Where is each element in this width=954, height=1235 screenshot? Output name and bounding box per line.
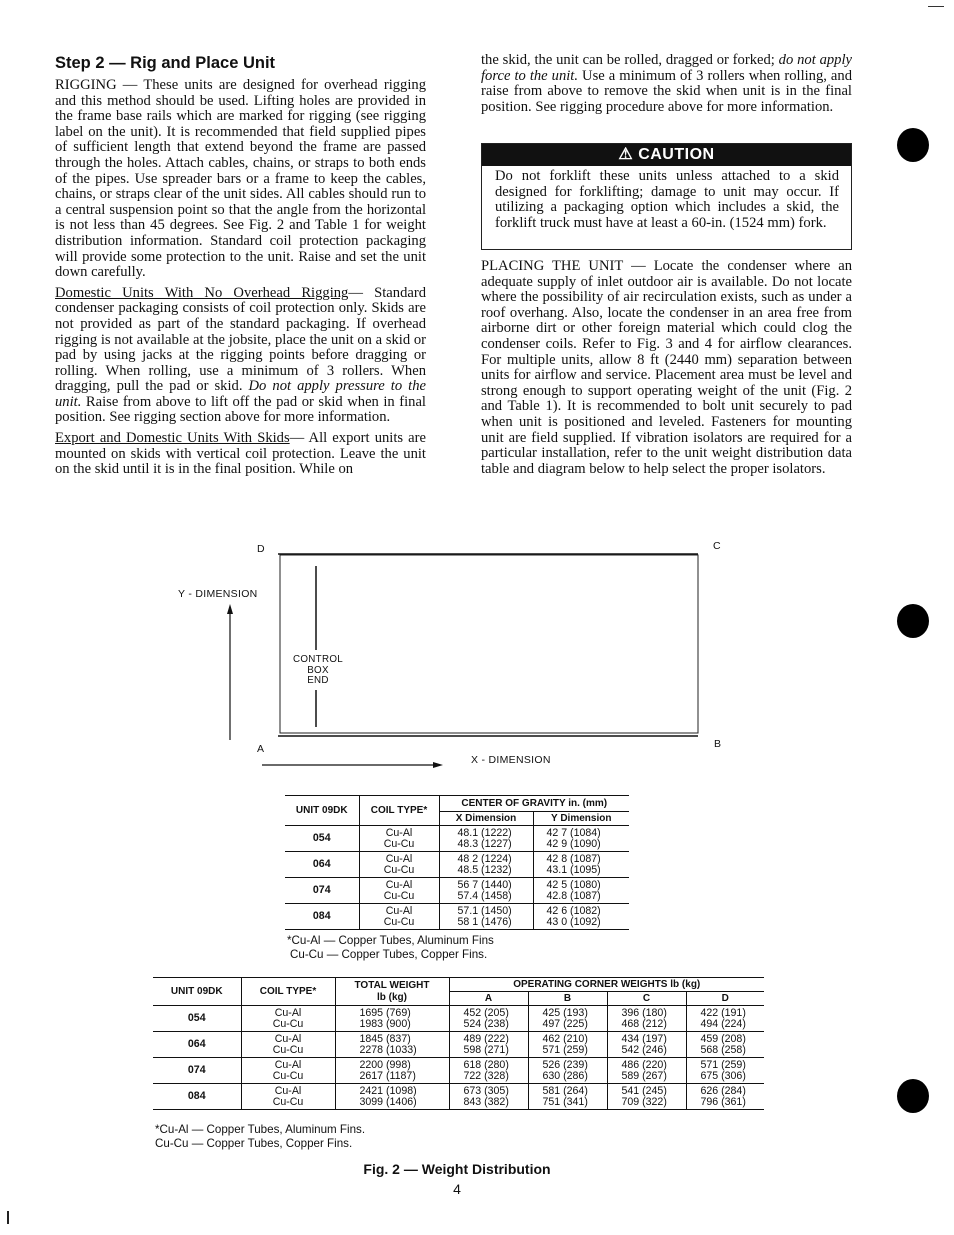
wt-a-cell: [449, 1058, 528, 1084]
cg-header-unit: UNIT 09DK: [285, 796, 359, 826]
margin-mark: [7, 1211, 9, 1224]
wt-d-cell: [686, 1058, 764, 1084]
corner-c-label: C: [713, 540, 721, 552]
wt-unit-cell: 074: [187, 1064, 206, 1077]
cg-y-cell: [533, 904, 629, 930]
cg-coil-value: Cu-Al: [385, 878, 413, 891]
wt-b-value: 630 (286): [542, 1069, 588, 1082]
cg-x-cell: [439, 826, 533, 852]
rigging-body: — These units are designed for overhead rigging and this method should be used. Lifting holes are provided in the frame base rails which are marked for rigging (see rigging label on the unit). It is recommended that field supplied pipes of sufficient length that extend beyond the frame are passed through the holes. Attach cables, chains, or straps to both ends of the pipes. Use spreader bars or a frame to keep the cables, chains, or straps clear of the unit sides. All cables should run to a central suspension point so that the angle from the horizontal is not less than 45 degrees. See Fig. 2 and Table 1 for weight distribution information. Standard coil protection packaging will provide some protection to the unit. Raise and set the unit down carefully.: [55, 77, 426, 281]
wt-b-cell: [528, 1032, 607, 1058]
export-body: — All export units are mounted on skids with vertical coil protection. Leave the unit on the skid until it is in the final position. While on: [55, 430, 426, 478]
wt-coil-value: Cu-Cu: [272, 1043, 304, 1056]
cg-coil-value: Cu-Cu: [383, 889, 415, 902]
wt-coil-value: Cu-Cu: [272, 1095, 304, 1108]
wt-coil-cell: [241, 1058, 335, 1084]
wt-c-value: 709 (322): [621, 1095, 667, 1108]
wt-c-value: 486 (220): [621, 1058, 667, 1071]
wt-unit-cell: 064: [187, 1038, 206, 1051]
control-box-line3: END: [307, 675, 329, 686]
wt-d-value: 675 (306): [700, 1069, 746, 1082]
cg-x-cell: [439, 852, 533, 878]
corner-b-label: B: [714, 738, 722, 750]
table-row: [153, 1032, 764, 1058]
cg-coil-value: Cu-Al: [385, 852, 413, 865]
wt-header-d: D: [686, 992, 764, 1006]
cg-footnote-line1: *Cu-Al — Copper Tubes, Aluminum Fins: [287, 934, 494, 947]
cg-x-value: 48 2 (1224): [457, 852, 512, 865]
wt-header-total: [335, 978, 449, 1006]
cg-x-value: 57.4 (1458): [457, 889, 512, 902]
cg-y-value: 42 7 (1084): [546, 826, 601, 839]
wt-d-value: 494 (224): [700, 1017, 746, 1030]
wt-c-value: 434 (197): [621, 1032, 667, 1045]
wt-header-total-line1: TOTAL WEIGHT: [354, 979, 430, 991]
control-box-line2: BOX: [307, 664, 329, 676]
wt-a-cell: [449, 1006, 528, 1032]
cg-y-value: 42 8 (1087): [546, 852, 601, 865]
domestic-lead: Domestic Units With No Overhead Rigging: [55, 284, 349, 301]
wt-total-value: 2200 (998): [359, 1058, 411, 1071]
cg-y-value: 42 5 (1080): [546, 878, 601, 891]
wt-a-value: 524 (238): [463, 1017, 509, 1030]
wt-unit-cell: 084: [187, 1090, 206, 1103]
wt-a-value: 843 (382): [463, 1095, 509, 1108]
wt-header-c: C: [607, 992, 686, 1006]
cg-x-cell: [439, 904, 533, 930]
cg-header-x: X Dimension: [439, 812, 533, 826]
wt-c-value: 589 (267): [621, 1069, 667, 1082]
table-row: [285, 852, 629, 878]
wt-d-value: 626 (284): [700, 1084, 746, 1097]
center-of-gravity-table: [285, 795, 629, 930]
cg-y-cell: [533, 878, 629, 904]
control-box-label: [292, 655, 344, 687]
wt-total-value: 2278 (1033): [359, 1043, 417, 1056]
wt-header-a: A: [449, 992, 528, 1006]
wt-c-value: 541 (245): [621, 1084, 667, 1097]
wt-total-value: 2421 (1098): [359, 1084, 417, 1097]
wt-c-value: 396 (180): [621, 1006, 667, 1019]
wt-b-value: 751 (341): [542, 1095, 588, 1108]
cg-y-value: 42 9 (1090): [546, 837, 601, 850]
wt-total-value: 3099 (1406): [359, 1095, 417, 1108]
table-row: [285, 826, 629, 852]
cg-unit-cell: 054: [312, 832, 331, 845]
wt-total-value: 1845 (837): [359, 1032, 411, 1045]
wt-coil-value: Cu-Al: [274, 1032, 302, 1045]
cg-x-value: 48.5 (1232): [457, 863, 512, 876]
wt-d-cell: [686, 1006, 764, 1032]
wt-a-cell: [449, 1084, 528, 1110]
caution-title: ⚠ CAUTION: [482, 144, 851, 166]
page-number: 4: [453, 1181, 461, 1197]
cg-coil-cell: [359, 852, 439, 878]
corner-weights-table: [153, 977, 764, 1110]
wt-d-value: 796 (361): [700, 1095, 746, 1108]
wt-b-value: 425 (193): [542, 1006, 588, 1019]
wt-b-value: 497 (225): [542, 1017, 588, 1030]
wt-d-value: 459 (208): [700, 1032, 746, 1045]
cg-y-value: 42.8 (1087): [546, 889, 601, 902]
weights-table-footnote: [155, 1123, 365, 1150]
cg-x-value: 48.1 (1222): [457, 826, 512, 839]
domestic-body: — Standard condenser packaging consists of coil protection only. Skids are not provided as part of the standard packaging. If overhead rigging is not available at the jobsite, place the unit on a skid or pad by using jacks at the rigging points before dragging or rolling. When rolling, use a minimum of 3 rollers. When dragging, pull the pad or skid.: [55, 284, 427, 395]
table-row: [285, 878, 629, 904]
cg-coil-value: Cu-Cu: [383, 915, 415, 928]
cg-y-value: 43 0 (1092): [546, 915, 601, 928]
export-lead: Export and Domestic Units With Skids: [55, 430, 290, 447]
cg-coil-value: Cu-Al: [385, 904, 413, 917]
wt-c-value: 468 (212): [621, 1017, 667, 1030]
wt-c-cell: [607, 1032, 686, 1058]
wt-b-value: 571 (259): [542, 1043, 588, 1056]
control-box-line1: CONTROL: [293, 654, 343, 665]
cg-y-cell: [533, 826, 629, 852]
wt-footnote-line2: Cu-Cu — Copper Tubes, Copper Fins.: [155, 1136, 353, 1150]
wt-total-value: 1695 (769): [359, 1006, 411, 1019]
table-row: [153, 1058, 764, 1084]
wt-d-value: 568 (258): [700, 1043, 746, 1056]
cg-coil-cell: [359, 904, 439, 930]
wt-d-cell: [686, 1084, 764, 1110]
wt-total-cell: [335, 1084, 449, 1110]
skid-body-end: Use a minimum of 3 rollers when rolling, and raise from above to remove the skid when unit is in the final position. See rigging procedure above for more information.: [481, 67, 853, 115]
cg-unit-cell: 074: [312, 884, 331, 897]
wt-coil-value: Cu-Al: [274, 1058, 302, 1071]
wt-header-b: B: [528, 992, 607, 1006]
x-dimension-label: X - DIMENSION: [471, 754, 551, 766]
cg-header-coil: COIL TYPE*: [359, 796, 439, 826]
wt-coil-value: Cu-Cu: [272, 1017, 304, 1030]
wt-coil-cell: [241, 1032, 335, 1058]
wt-d-cell: [686, 1032, 764, 1058]
skid-italic: do not apply force to the unit.: [481, 52, 852, 84]
caution-text: Do not forklift these units unless attached to a skid designed for forklifting; damage to unit may occur. If utilizing a packaging option which includes a skid, the forklift truck must have at least a 60-in. (1524 mm) fork.: [495, 168, 839, 231]
cg-x-value: 56 7 (1440): [457, 878, 512, 891]
cg-x-value: 48.3 (1227): [457, 837, 512, 850]
wt-d-value: 422 (191): [700, 1006, 746, 1019]
rigging-lead: RIGGING: [55, 77, 117, 93]
wt-b-value: 581 (264): [542, 1084, 588, 1097]
cg-x-value: 57.1 (1450): [457, 904, 512, 917]
wt-total-value: 2617 (1187): [359, 1069, 416, 1082]
wt-a-value: 618 (280): [463, 1058, 509, 1071]
wt-a-value: 452 (205): [463, 1006, 509, 1019]
figure-caption: Fig. 2 — Weight Distribution: [363, 1161, 551, 1177]
wt-c-cell: [607, 1084, 686, 1110]
domestic-italic: Do not apply pressure to the unit.: [55, 378, 426, 410]
wt-coil-value: Cu-Al: [274, 1006, 302, 1019]
cg-x-cell: [439, 878, 533, 904]
wt-a-value: 673 (305): [463, 1084, 509, 1097]
binder-hole-bottom: [897, 1079, 929, 1113]
cg-footnote-line2: Cu-Cu — Copper Tubes, Copper Fins.: [290, 947, 488, 961]
cg-coil-cell: [359, 826, 439, 852]
wt-a-value: 722 (328): [463, 1069, 509, 1082]
wt-header-total-line2: lb (kg): [377, 991, 407, 1003]
cg-coil-value: Cu-Cu: [383, 837, 415, 850]
wt-a-value: 598 (271): [463, 1043, 509, 1056]
section-heading: Step 2 — Rig and Place Unit: [55, 54, 276, 72]
cg-y-cell: [533, 852, 629, 878]
wt-a-value: 489 (222): [463, 1032, 509, 1045]
cg-header-group: CENTER OF GRAVITY in. (mm): [439, 796, 629, 812]
wt-footnote-line1: *Cu-Al — Copper Tubes, Aluminum Fins.: [155, 1123, 366, 1136]
cg-y-value: 42 6 (1082): [546, 904, 601, 917]
table-row: [153, 1006, 764, 1032]
cg-coil-value: Cu-Al: [385, 826, 413, 839]
wt-b-value: 462 (210): [542, 1032, 588, 1045]
wt-coil-value: Cu-Al: [274, 1084, 302, 1097]
wt-b-cell: [528, 1006, 607, 1032]
placing-lead: PLACING THE UNIT: [481, 258, 624, 274]
wt-b-cell: [528, 1058, 607, 1084]
corner-a-label: A: [257, 743, 265, 755]
placing-body: — Locate the condenser where an adequate supply of inlet outdoor air is available. Do not locate where the possibility of air recirculation exists, such as under a roof overhang. Also, locate the condenser in an area free from airborne dirt or other foreign material which could clog the condenser coils. Refer to Fig. 3 and 4 for airflow clearances. For multiple units, allow 8 ft (2440 mm) separation between units for airflow and service. Placement area must be level and strong enough to support operating weight of the unit (Fig. 2 and Table 1). It is recommended to bolt unit securely to pad when unit is positioned and leveled. Fasteners for mounting unit are field supplied. If vibration isolators are required for a particular installation, refer to the unit weight distribution data table and diagram below to help select the proper isolators.: [481, 258, 852, 477]
corner-d-label: D: [257, 543, 265, 555]
wt-header-group: OPERATING CORNER WEIGHTS lb (kg): [449, 978, 764, 992]
cg-x-value: 58 1 (1476): [457, 915, 512, 928]
wt-c-cell: [607, 1006, 686, 1032]
wt-d-value: 571 (259): [700, 1058, 746, 1071]
wt-b-cell: [528, 1084, 607, 1110]
wt-coil-value: Cu-Cu: [272, 1069, 304, 1082]
cg-unit-cell: 084: [312, 910, 331, 923]
wt-header-coil: COIL TYPE*: [241, 978, 335, 1006]
wt-c-value: 542 (246): [621, 1043, 667, 1056]
y-dimension-label: Y - DIMENSION: [178, 588, 258, 600]
cg-header-y: Y Dimension: [533, 812, 629, 826]
wt-total-cell: [335, 1032, 449, 1058]
wt-unit-cell: 054: [187, 1012, 206, 1025]
table-row: [285, 904, 629, 930]
wt-b-value: 526 (239): [542, 1058, 588, 1071]
cg-coil-value: Cu-Cu: [383, 863, 415, 876]
wt-a-cell: [449, 1032, 528, 1058]
table-row: [153, 1084, 764, 1110]
wt-coil-cell: [241, 1006, 335, 1032]
wt-total-cell: [335, 1058, 449, 1084]
wt-header-unit: UNIT 09DK: [153, 978, 241, 1006]
cg-coil-cell: [359, 878, 439, 904]
cg-unit-cell: 064: [312, 858, 331, 871]
wt-coil-cell: [241, 1084, 335, 1110]
domestic-body-end: Raise from above to lift off the pad or skid when in final position. See rigging section above for more information.: [55, 393, 426, 426]
wt-total-value: 1983 (900): [359, 1017, 411, 1030]
cg-y-value: 43.1 (1095): [546, 863, 601, 876]
skid-body: the skid, the unit can be rolled, dragged or forked;: [481, 52, 779, 68]
wt-c-cell: [607, 1058, 686, 1084]
wt-total-cell: [335, 1006, 449, 1032]
cg-table-footnote: [287, 934, 494, 961]
